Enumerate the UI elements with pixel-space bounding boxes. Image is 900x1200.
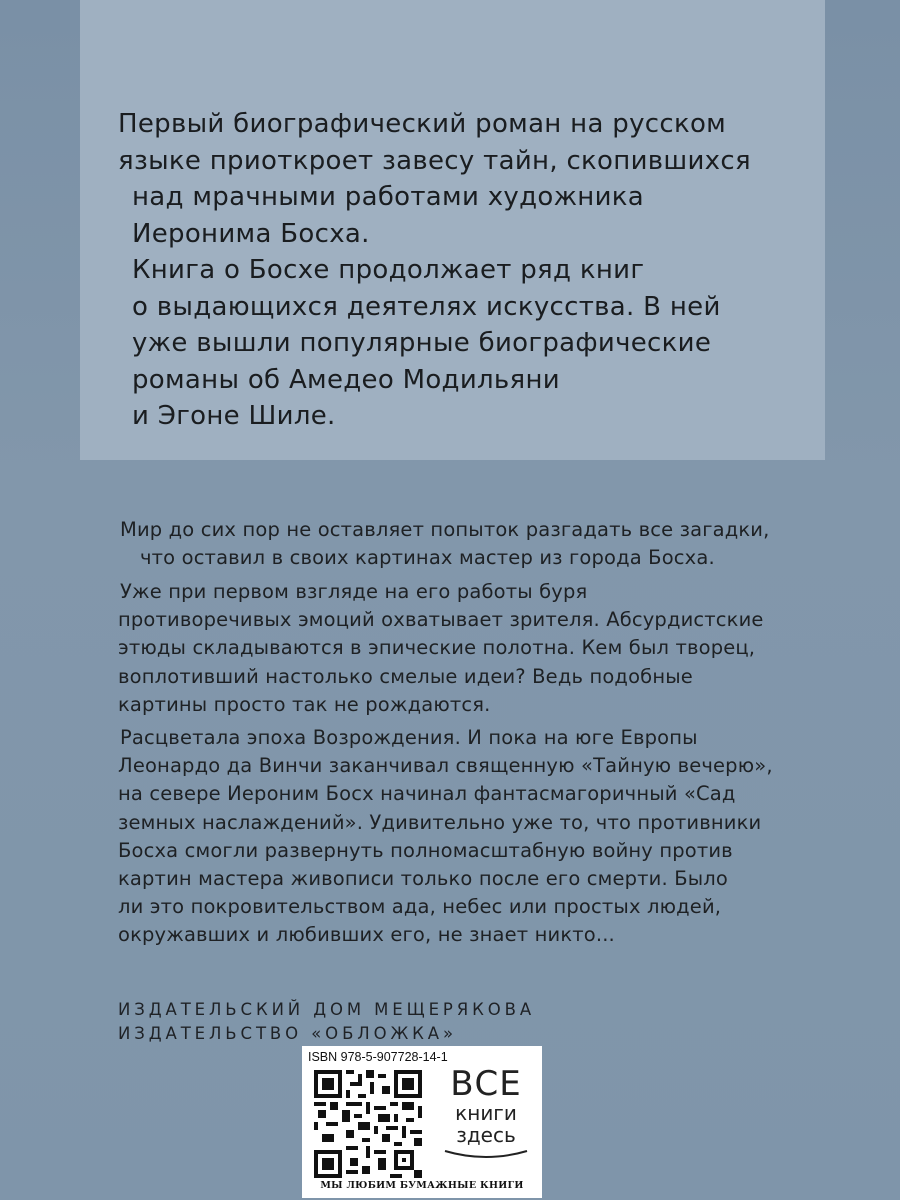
paragraph-line: противоречивых эмоций охватывает зрителя. Абсурдистские — [118, 608, 764, 632]
annotation-line: о выдающихся деятелях искусства. В ней — [132, 291, 721, 322]
paragraph-line: Босха смогли развернуть полномасштабную войну против — [118, 838, 733, 862]
vse-knigi-logo — [436, 1066, 536, 1165]
annotation-line: языке приоткроет завесу тайн, скопившихся — [118, 145, 751, 176]
paragraph-line: картин мастера живописи только после его смерти. Было — [118, 867, 728, 891]
paragraph-line: воплотивший настолько смелые идеи? Ведь подобные — [118, 664, 693, 688]
paragraph-line: Расцветала эпоха Возрождения. И пока на юге Европы — [120, 726, 698, 749]
publisher-block — [118, 998, 535, 1046]
paragraph-2 — [118, 578, 818, 719]
paragraph-line: на севере Иероним Босх начинал фантасмагоричный «Сад — [118, 782, 736, 806]
smile-underline-icon — [441, 1149, 531, 1161]
annotation-line: романы об Амедео Модильяни — [132, 364, 560, 395]
logo-big-text: ВСЕ — [450, 1064, 522, 1104]
publisher-line: ИЗДАТЕЛЬСТВО «ОБЛОЖКА» — [118, 1024, 457, 1043]
tagline: МЫ ЛЮБИМ БУМАЖНЫЕ КНИГИ — [320, 1180, 524, 1191]
logo-line-3: здесь — [456, 1123, 516, 1147]
paragraph-1 — [118, 516, 818, 572]
annotation-line: Первый биографический роман на русском — [118, 109, 727, 139]
qr-code-icon[interactable] — [314, 1070, 422, 1178]
isbn-box — [302, 1046, 542, 1198]
paragraph-line: Уже при первом взгляде на его работы буря — [120, 580, 588, 603]
paragraph-line: Мир до сих пор не оставляет попыток разгадать все загадки, — [120, 518, 770, 541]
annotation-line: и Эгоне Шиле. — [132, 401, 336, 431]
publisher-line: ИЗДАТЕЛЬСКИЙ ДОМ МЕЩЕРЯКОВА — [118, 1000, 536, 1019]
paragraph-line: этюды складываются в эпические полотна. Кем был творец, — [118, 636, 756, 660]
paragraph-line: что оставил в своих картинах мастер из города Босха. — [140, 546, 715, 570]
paragraph-line: ли это покровительством ада, небес или простых людей, — [118, 895, 722, 919]
annotation-line: Книга о Босхе продолжает ряд книг — [132, 255, 645, 285]
paragraph-line: Леонардо да Винчи заканчивал священную «Тайную вечерю», — [118, 754, 773, 778]
isbn-text: ISBN 978-5-907728-14-1 — [308, 1050, 448, 1064]
annotation-line: над мрачными работами художника — [132, 182, 645, 212]
annotation-line: Иеронима Босха. — [132, 218, 370, 249]
annotation-text — [118, 106, 808, 435]
logo-line-2: книги — [455, 1101, 517, 1125]
paragraph-3 — [118, 724, 818, 950]
paragraph-line: земных наслаждений». Удивительно уже то, что противники — [118, 810, 762, 834]
annotation-line: уже вышли популярные биографические — [132, 328, 712, 358]
paragraph-line: картины просто так не рождаются. — [118, 692, 491, 716]
paragraph-line: окружавших и любивших его, не знает никто... — [118, 923, 615, 947]
